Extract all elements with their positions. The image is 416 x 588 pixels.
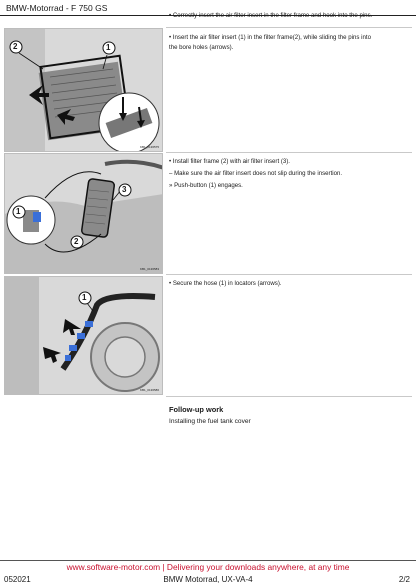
step-2-line-2: the bore holes (arrows). [169,44,234,51]
step-3-line-3: » Push-button (1) engages. [169,182,243,189]
figure-2-callout-3: 3 [122,185,127,194]
figure-2-callout-1: 1 [16,207,21,216]
figure-1-callout-2: 2 [13,42,18,51]
figure-filter-frame [4,153,163,274]
figure-1-reference: KB1_0136575 [139,145,159,149]
step-1-line-1: • Correctly insert the air filter insert in the filter frame and hook into the pins. [169,12,373,19]
step-2-line-1: • Insert the air filter insert (1) in the filter frame(2), while sliding the pins into [169,34,371,41]
footer-document-id: BMW Motorrad, UX-VA-4 [163,575,253,584]
step-3-text [169,157,409,191]
footer-page-number: 2/2 [398,575,410,584]
document-header-title: BMW-Motorrad - F 750 GS [6,3,108,13]
step-separator [166,152,412,153]
step-4-line-1: • Secure the hose (1) in locators (arrows). [169,280,282,287]
followup-heading: Follow-up work [169,405,224,414]
figure-1-illustration [5,29,163,152]
figure-air-filter-insert [4,28,163,152]
footer-banner-link[interactable]: www.software-motor.com | Delivering your downloads anywhere, at any time [66,562,350,572]
footer-date-code: 052021 [4,575,31,584]
step-separator [166,396,412,397]
followup-item[interactable]: Installing the fuel tank cover [169,418,251,425]
figure-3-callout-1: 1 [82,293,87,302]
figure-2-callout-2: 2 [74,237,79,246]
figure-1-callout-1: 1 [106,43,111,52]
figure-2-reference: KB1_0136583 [139,267,159,271]
footer-divider [0,560,416,561]
figure-hose-locators [4,276,163,395]
step-3-line-1: • Install filter frame (2) with air filter insert (3). [169,158,290,165]
step-1-text [169,11,409,21]
figure-2-illustration [5,154,163,274]
step-2-text [169,33,409,53]
step-4-text [169,279,409,289]
step-3-line-2: – Make sure the air filter insert does not slip during the insertion. [169,170,343,177]
step-separator [166,27,412,28]
step-separator [166,274,412,275]
figure-3-reference: KB1_0136586 [139,388,159,392]
